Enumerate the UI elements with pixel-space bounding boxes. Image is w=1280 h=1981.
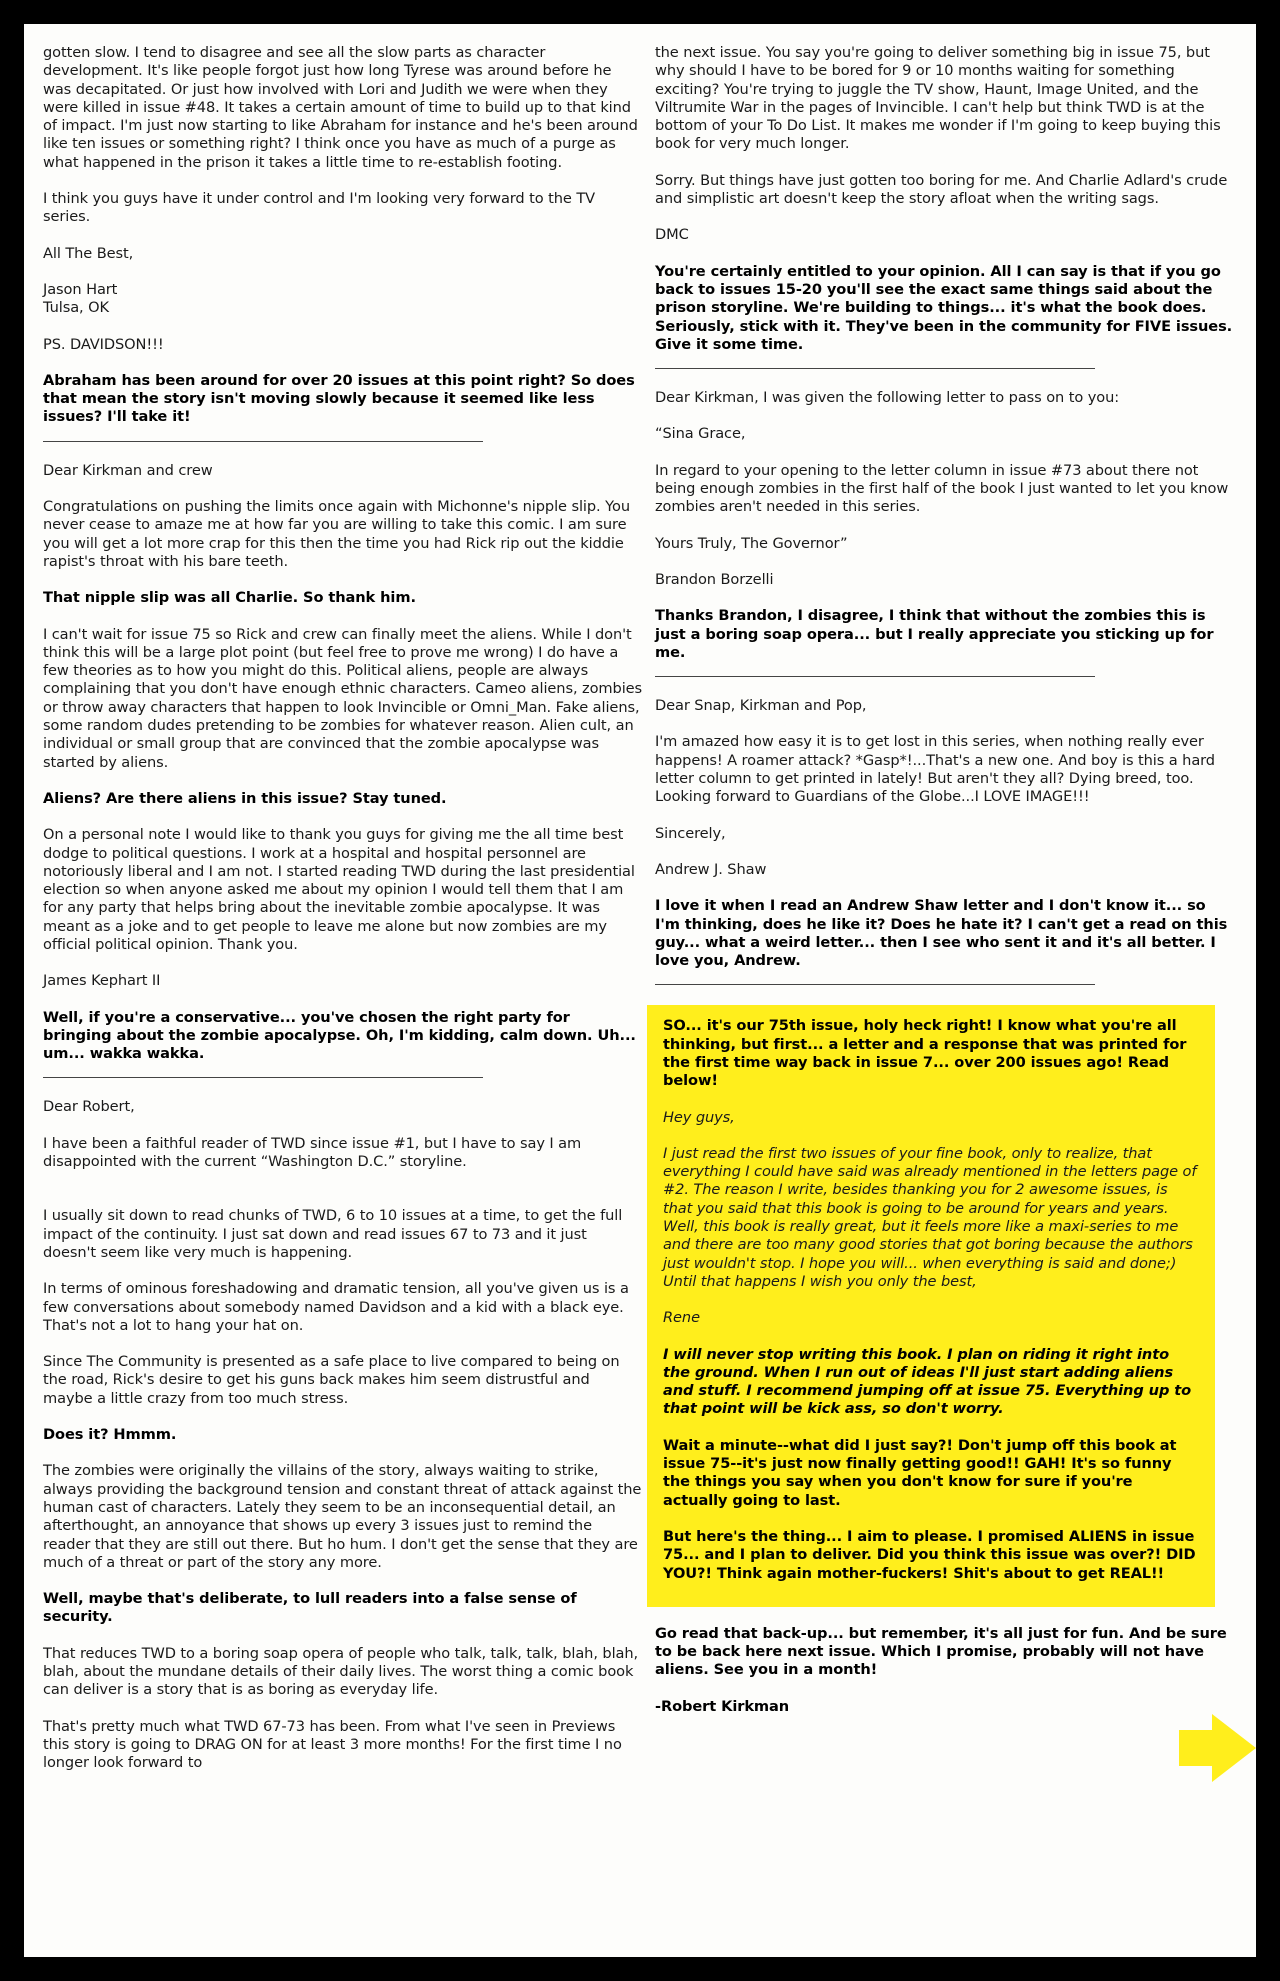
- letter-paragraph: All The Best,: [43, 244, 134, 262]
- divider: [43, 441, 483, 442]
- reprinted-letter-body: I just read the first two issues of your fine book, only to realize, that everything I could have said was already mentioned in the letters page of #2. The reason I write, besides thanking you for 2 awesome issues, is that you said that this book is going to be around for years and years. Well, this book is really great, but it feels more like a maxi-series to me and there are too many good stories that got boring because the authors just wouldn't stop. I hope you will... when everything is said and done;) Until that happens I wish you only the best,: [663, 1144, 1197, 1290]
- letter-signature: Andrew J. Shaw: [655, 860, 767, 878]
- letter-paragraph: In terms of ominous foreshadowing and dramatic tension, all you've given us is a few conversations about somebody named Davidson and a kid with a black eye. That's not a lot to hang your hat on.: [43, 1280, 629, 1334]
- letter-signature: Brandon Borzelli: [655, 570, 774, 588]
- letter-paragraph: Yours Truly, The Governor”: [655, 534, 848, 552]
- editor-response: Well, maybe that's deliberate, to lull readers into a false sense of security.: [43, 1590, 577, 1626]
- letter-salutation: Dear Kirkman, I was given the following letter to pass on to you:: [655, 389, 1120, 407]
- letter-paragraph: That reduces TWD to a boring soap opera of people who talk, talk, talk, blah, blah, blah, about the mundane details of their daily lives. The worst thing a comic book can deliver is a story that is as boring as everyday life.: [43, 1644, 639, 1699]
- letter-paragraph: I'm amazed how easy it is to get lost in this series, when nothing really ever happens! A roamer attack? *Gasp*!...That's a new one. And boy is this a hard letter column to get printed in lately! But aren't they all? Dying breed, too. Looking forward to Guardians of the Globe...I LOVE IMAGE!!!: [655, 733, 1215, 806]
- closing-paragraph: Go read that back-up... but remember, it's all just for fun. And be sure to be back here next issue. Which I promise, probably will not have aliens. See you in a month!: [655, 1624, 1227, 1679]
- callout-arrow-stem: [1179, 1730, 1213, 1766]
- right-column: [655, 44, 1233, 1734]
- reprinted-response: I will never stop writing this book. I plan on riding it right into the ground. When I run out of ideas I'll just start adding aliens and stuff. I recommend jumping off at issue 75. Everything up to that point will be kick ass, so don't worry.: [663, 1345, 1192, 1418]
- letter-paragraph: I can't wait for issue 75 so Rick and crew can finally meet the aliens. While I don't think this will be a large plot point (but feel free to prove me wrong) I do have a few theories as to how you might do this. Political aliens, people are always complaining that you don't have enough ethnic characters. Cameo aliens, zombies or throw away characters that happen to look Invincible or Omni_Man. Fake aliens, some random dudes pretending to be zombies for whatever reason. Alien cult, an individual or small group that are convinced that the zombie apocalypse was started by aliens.: [43, 625, 643, 771]
- letter-paragraph: gotten slow. I tend to disagree and see all the slow parts as character development. It's like people forgot just how long Tyrese was around before he was decapitated. Or just how involved with Lori and Judith we were when they were killed in issue #48. It takes a certain amount of time to build up to that kind of impact. I'm just now starting to like Abraham for instance and he's been around like ten issues or something right? I think once you have as much of a purge as what happened in the prison it takes a little time to re-establish footing.: [43, 44, 638, 171]
- arrow-right-icon: [1212, 1714, 1256, 1782]
- callout-paragraph: Wait a minute--what did I just say?! Don't jump off this book at issue 75--it's just now finally getting good!! GAH! It's so funny the things you say when you don't know for sure if you're actually going to last.: [663, 1436, 1177, 1509]
- letter-paragraph: Sorry. But things have just gotten too boring for me. And Charlie Adlard's crude and simplistic art doesn't keep the story afloat when the writing sags.: [655, 171, 1228, 208]
- letter-signature: Jason Hart Tulsa, OK: [43, 280, 118, 317]
- letter-paragraph: “Sina Grace,: [655, 425, 746, 443]
- editor-response: Thanks Brandon, I disagree, I think that without the zombies this is just a boring soap opera... but I really appreciate you sticking up for me.: [655, 607, 1214, 661]
- editor-response: Does it? Hmmm.: [43, 1426, 177, 1444]
- letter-paragraph: PS. DAVIDSON!!!: [43, 335, 164, 353]
- letter-signature: James Kephart II: [43, 972, 161, 990]
- editor-response: Well, if you're a conservative... you've chosen the right party for bringing about the zombie apocalypse. Oh, I'm kidding, calm down. Uh... um... wakka wakka.: [43, 1008, 636, 1063]
- divider: [655, 676, 1095, 677]
- letter-paragraph: The zombies were originally the villains of the story, always waiting to strike, always providing the background tension and constant threat of attack against the human cast of characters. Lately they seem to be an inconsequential detail, an afterthought, an annoyance that shows up every 3 issues just to remind the reader that they are still out there. But ho hum. I don't get the sense that they are much of a threat or part of the story any more.: [43, 1462, 642, 1571]
- letter-paragraph: That's pretty much what TWD 67-73 has been. From what I've seen in Previews this story is going to DRAG ON for at least 3 more months! For the first time I no longer look forward to: [43, 1717, 622, 1772]
- letter-paragraph: On a personal note I would like to thank you guys for giving me the all time best dodge to political questions. I work at a hospital and hospital personnel are notoriously liberal and I am not. I started reading TWD during the last presidential election so when anyone asked me about my opinion I would tell them that I am for any party that helps bring about the inevitable zombie apocalypse. It was meant as a joke and to get people to leave me alone but now zombies are my official political opinion. Thank you.: [43, 826, 635, 953]
- editor-response: Abraham has been around for over 20 issues at this point right? So does that mean the story isn't moving slowly because it seemed like less issues? I'll take it!: [43, 371, 635, 426]
- left-column: [43, 44, 643, 1790]
- letter-paragraph: Congratulations on pushing the limits once again with Michonne's nipple slip. You never cease to amaze me at how far you are willing to take this comic. I am sure you will get a lot more crap for this then the time you had Rick rip out the kiddie rapist's throat with his bare teeth.: [43, 498, 630, 570]
- letter-paragraph: I think you guys have it under control and I'm looking very forward to the TV series.: [43, 190, 596, 226]
- letter-paragraph: the next issue. You say you're going to deliver something big in issue 75, but why should I have to be bored for 9 or 10 months waiting for something exciting? You're trying to juggle the TV show, Haunt, Image United, and the Viltrumite War in the pages of Invincible. I can't help but think TWD is at the bottom of your To Do List. It makes me wonder if I'm going to keep buying this book for very much longer.: [655, 44, 1221, 153]
- editor-response: I love it when I read an Andrew Shaw letter and I don't know it... so I'm thinking, does he like it? Does he hate it? I can't get a read on this guy... what a weird letter... then I see who sent it and it's all better. I love you, Andrew.: [655, 897, 1228, 970]
- letter-salutation: Dear Robert,: [43, 1098, 135, 1116]
- reprinted-letter-salutation: Hey guys,: [663, 1108, 735, 1126]
- letter-signature: DMC: [655, 226, 689, 244]
- letter-paragraph: Sincerely,: [655, 824, 726, 842]
- letter-paragraph: I usually sit down to read chunks of TWD, 6 to 10 issues at a time, to get the full impact of the continuity. I just sat down and read issues 67 to 73 and it just doesn't seem like very much is happening.: [43, 1207, 623, 1261]
- divider: [655, 368, 1095, 369]
- divider: [43, 1077, 483, 1078]
- letter-salutation: Dear Kirkman and crew: [43, 461, 213, 479]
- callout-paragraph: But here's the thing... I aim to please. I promised ALIENS in issue 75... and I plan to deliver. Did you think this issue was over?! DID YOU?! Think again mother-fuckers! Shit's about to get REAL!!: [663, 1527, 1196, 1582]
- reprinted-letter-signature: Rene: [663, 1309, 700, 1327]
- editor-response: Aliens? Are there aliens in this issue? Stay tuned.: [43, 789, 447, 807]
- closing-signature: -Robert Kirkman: [655, 1697, 790, 1715]
- letters-page: [24, 24, 1256, 1957]
- letter-salutation: Dear Snap, Kirkman and Pop,: [655, 697, 867, 715]
- letter-paragraph: In regard to your opening to the letter column in issue #73 about there not being enough zombies in the first half of the book I just wanted to let you know zombies aren't needed in this series.: [655, 461, 1229, 516]
- letter-paragraph: I have been a faithful reader of TWD since issue #1, but I have to say I am disappointed with the current “Washington D.C.” storyline.: [43, 1134, 582, 1171]
- editor-response: You're certainly entitled to your opinion. All I can say is that if you go back to issues 15-20 you'll see the exact same things said about the prison storyline. We're building to things... it's what the book does. Seriously, stick with it. They've been in the community for FIVE issues. Give it some time.: [655, 262, 1233, 353]
- callout-intro: SO... it's our 75th issue, holy heck right! I know what you're all thinking, but first... a letter and a response that was printed for the first time way back in issue 7... over 200 issues ago! Read below!: [663, 1017, 1187, 1090]
- letter-paragraph: Since The Community is presented as a safe place to live compared to being on the road, Rick's desire to get his guns back makes him seem distrustful and maybe a little crazy from too much stress.: [43, 1353, 620, 1407]
- editor-response: That nipple slip was all Charlie. So thank him.: [43, 589, 416, 607]
- divider: [655, 984, 1095, 985]
- issue-75-callout-box: [647, 1005, 1215, 1606]
